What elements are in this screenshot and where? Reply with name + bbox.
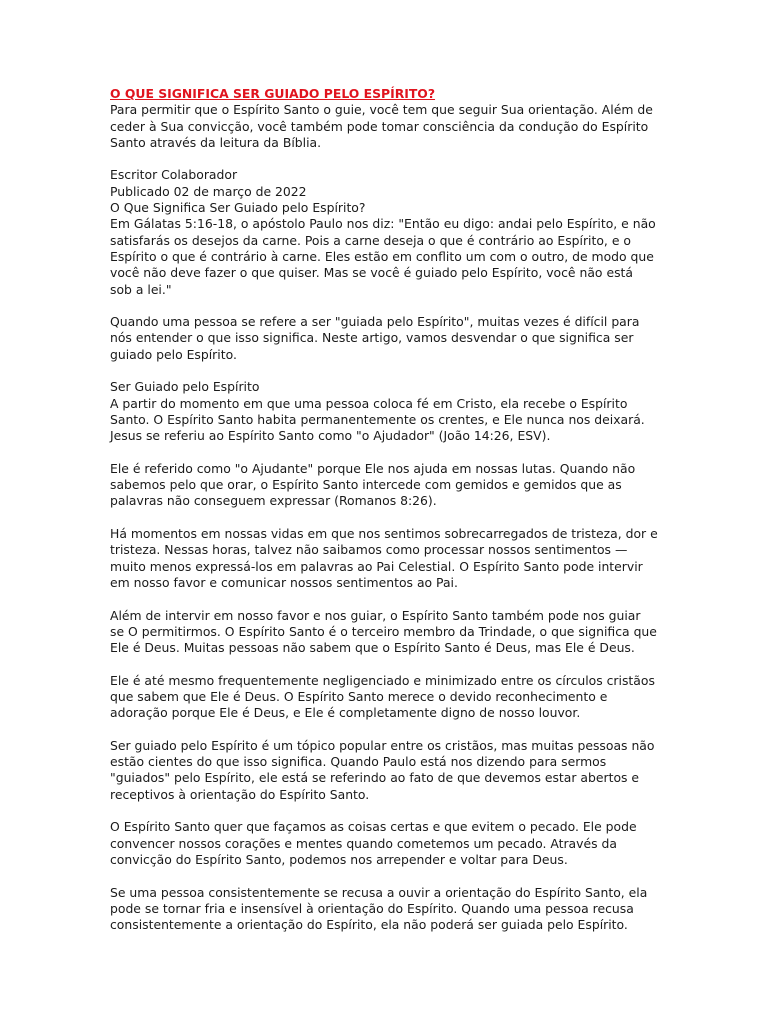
paragraph: Além de intervir em nosso favor e nos guiar, o Espírito Santo também pode nos guiar se O permitirmos. O Espírito Santo é o terceiro membro da Trindade, o que significa que Ele é Deus. Muitas pessoas não sabem que o Espírito Santo é Deus, mas Ele é Deus. xyxy=(110,607,657,656)
spacer xyxy=(110,868,658,884)
spacer xyxy=(110,151,658,167)
paragraph: Ser guiado pelo Espírito é um tópico popular entre os cristãos, mas muitas pessoas não estão cientes do que isso significa. Quando Paulo está nos dizendo para sermos "guiados" pelo Espírito, ele está se referindo ao fato de que devemos estar abertos e receptivos à orientação do Espírito Santo. xyxy=(110,737,655,802)
paragraph: Se uma pessoa consistentemente se recusa a ouvir a orientação do Espírito Santo, ela pode se tornar fria e insensível à orientação do Espírito. Quando uma pessoa recusa consistentemente a orientação do Espírito, ela não poderá ser guiada pelo Espírito. xyxy=(110,884,648,933)
author-line: Escritor Colaborador xyxy=(110,167,238,183)
spacer xyxy=(110,363,658,379)
spacer xyxy=(110,591,658,607)
paragraph: O Espírito Santo quer que façamos as coisas certas e que evitem o pecado. Ele pode convencer nossos corações e mentes quando cometemos um pecado. Através da convicção do Espírito Santo, podemos nos arrepender e voltar para Deus. xyxy=(110,819,637,867)
paragraph: A partir do momento em que uma pessoa coloca fé em Cristo, ela recebe o Espírito Santo. O Espírito Santo habita permanentemente os crentes, e Ele nunca nos deixará. Jesus se referiu ao Espírito Santo como "o Ajudador" (João 14:26, ESV). xyxy=(110,395,645,444)
spacer xyxy=(110,722,658,738)
document-body xyxy=(110,86,658,933)
published-date: Publicado 02 de março de 2022 xyxy=(110,183,307,199)
paragraph: Ele é referido como "o Ajudante" porque Ele nos ajuda em nossas lutas. Quando não sabemos pelo que orar, o Espírito Santo intercede com gemidos e gemidos que as palavras não conseguem expressar (Romanos 8:26). xyxy=(110,460,636,509)
document-title: O QUE SIGNIFICA SER GUIADO PELO ESPÍRITO? xyxy=(110,86,436,101)
spacer xyxy=(110,803,658,819)
paragraph: Quando uma pessoa se refere a ser "guiada pelo Espírito", muitas vezes é difícil para nós entender o que isso significa. Neste artigo, vamos desvendar o que significa ser guiado pelo Espírito. xyxy=(110,314,640,362)
section-heading: Ser Guiado pelo Espírito xyxy=(110,379,260,395)
spacer xyxy=(110,656,658,672)
spacer xyxy=(110,510,658,526)
paragraph-galatas: Em Gálatas 5:16-18, o apóstolo Paulo nos diz: "Então eu digo: andai pelo Espírito, e não satisfarás os desejos da carne. Pois a carne deseja o que é contrário ao Espírito, e o Espírito o que é contrário à carne. Eles estão em conflito um com o outro, de modo que você não deve fazer o que quiser. Mas se você é guiado pelo Espírito, você não está sob a lei." xyxy=(110,216,656,297)
spacer xyxy=(110,445,658,461)
intro-paragraph: Para permitir que o Espírito Santo o guie, você tem que seguir Sua orientação. Além de ceder à Sua convicção, você também pode tomar consciência da condução do Espírito Santo através da leitura da Bíblia. xyxy=(110,102,653,150)
spacer xyxy=(110,298,658,314)
paragraph: Há momentos em nossas vidas em que nos sentimos sobrecarregados de tristeza, dor e tristeza. Nessas horas, talvez não saibamos como processar nossos sentimentos — muito menos expressá-los em palavras ao Pai Celestial. O Espírito Santo pode intervir em nosso favor e comunicar nossos sentimentos ao Pai. xyxy=(110,526,658,590)
article-subtitle: O Que Significa Ser Guiado pelo Espírito? xyxy=(110,200,366,216)
paragraph: Ele é até mesmo frequentemente negligenciado e minimizado entre os círculos cristãos que sabem que Ele é Deus. O Espírito Santo merece o devido reconhecimento e adoração porque Ele é Deus, e Ele é completamente digno de nosso louvor. xyxy=(110,672,655,721)
